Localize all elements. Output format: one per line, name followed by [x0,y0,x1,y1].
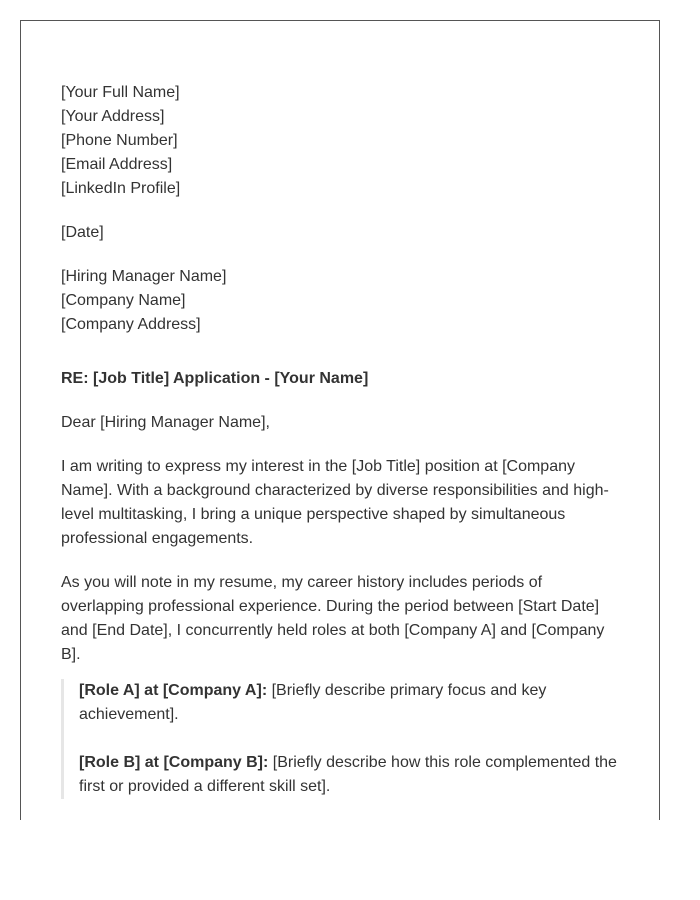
letter-date: [Date] [61,224,104,241]
role-b-title: [Role B] at [Company B]: [79,754,269,771]
role-b-description: [Briefly describe how this role complemented the first or provided a different skill set]. [79,754,617,795]
role-item-b [79,751,621,799]
sender-email: [Email Address] [61,156,173,173]
sender-linkedin: [LinkedIn Profile] [61,180,181,197]
date-block [61,221,621,245]
sender-name: [Your Full Name] [61,84,180,101]
role-a-description: [Briefly describe primary focus and key achievement]. [79,682,547,723]
sender-block [61,81,621,201]
sender-phone: [Phone Number] [61,132,178,149]
body-paragraph-2: As you will note in my resume, my career history includes periods of overlapping professional experience. During the period between [Start Date] and [End Date], I concurrently held roles at both [Company A] and [Company B]. [61,574,605,663]
recipient-company: [Company Name] [61,292,186,309]
salutation: Dear [Hiring Manager Name], [61,414,270,431]
recipient-name: [Hiring Manager Name] [61,268,227,285]
subject-block [61,367,621,391]
roles-blockquote [61,679,621,799]
recipient-block [61,265,621,337]
letter-content [61,81,621,799]
role-a-title: [Role A] at [Company A]: [79,682,268,699]
recipient-address: [Company Address] [61,316,201,333]
salutation-block [61,411,621,435]
subject-line: RE: [Job Title] Application - [Your Name] [61,370,369,387]
body-paragraph-1: I am writing to express my interest in the [Job Title] position at [Company Name]. With a background characterized by diverse responsibilities and high-level multitasking, I bring a unique perspective shaped by simultaneous professional engagements. [61,458,609,547]
role-item-a [79,679,621,727]
letter-page [20,20,660,820]
sender-address: [Your Address] [61,108,165,125]
